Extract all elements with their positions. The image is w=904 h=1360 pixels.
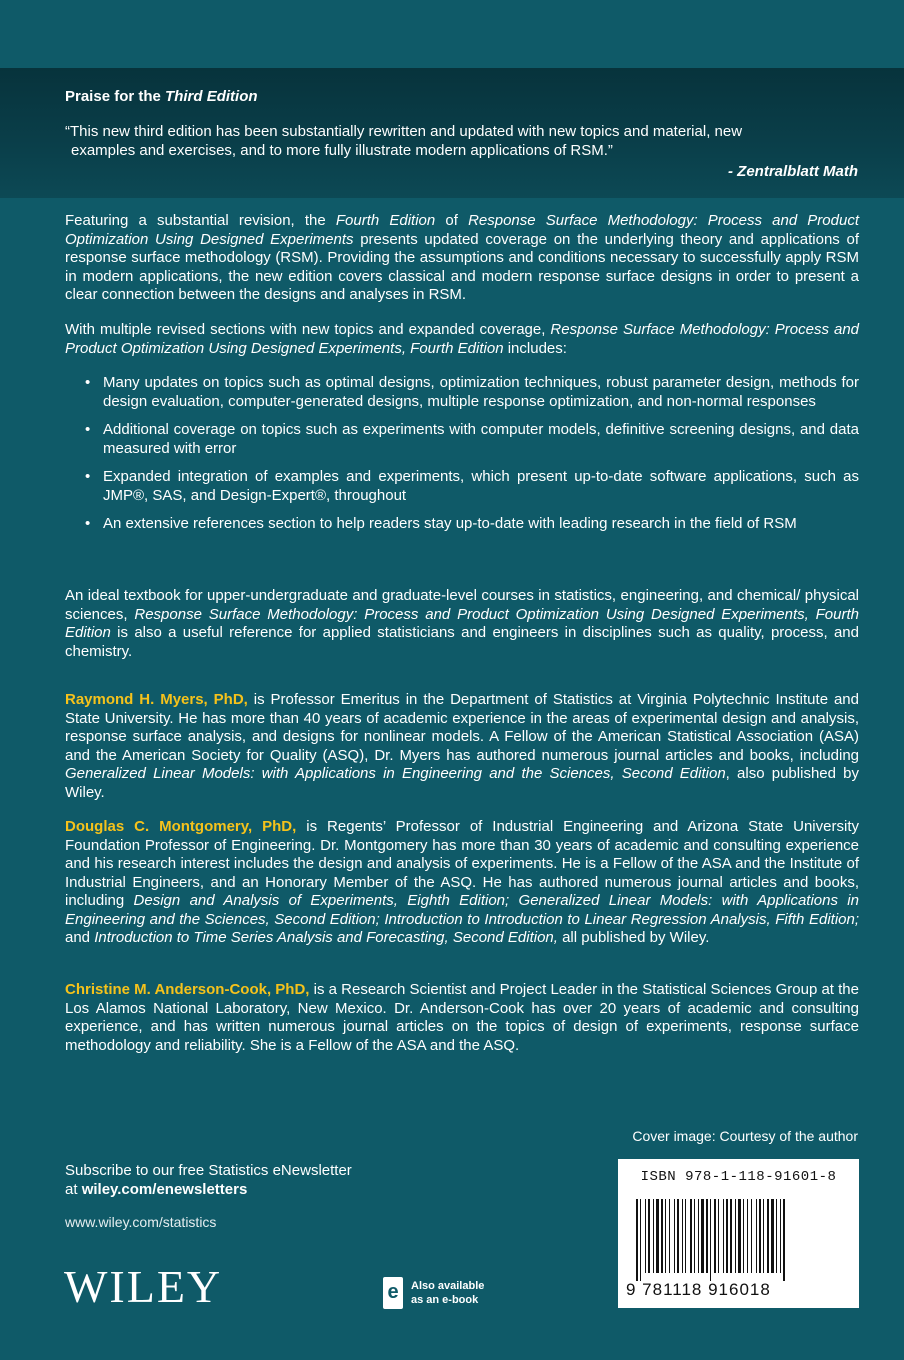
barcode-bar	[743, 1199, 744, 1273]
barcode-bar	[759, 1199, 761, 1273]
feature-list	[65, 374, 859, 544]
barcode-bar	[677, 1199, 679, 1273]
coverage-paragraph: With multiple revised sections with new topics and expanded coverage, Response Surface Methodology: Process and Product Optimization Using Designed Experiments, Fourth Edition includes:	[65, 321, 859, 357]
barcode-bar	[640, 1199, 641, 1281]
barcode-bar	[756, 1199, 757, 1273]
barcode-bar	[751, 1199, 752, 1273]
barcode-bar	[710, 1199, 711, 1281]
barcode-bar	[669, 1199, 670, 1273]
barcode-bar	[656, 1199, 659, 1273]
barcode-bar	[730, 1199, 732, 1273]
barcode-bar	[780, 1199, 781, 1273]
intro-paragraph: Featuring a substantial revision, the Fourth Edition of Response Surface Methodology: Process and Product Optimization Using Designed Experiments presents updated coverage on the underlying theory and applications of response surface methodology (RSM). Providing the assumptions and conditions necessary to successfully apply RSM in modern applications, the new edition covers classical and modern response surface designs in order to present a clear connection between the designs and analyses in RSM.	[65, 212, 860, 303]
barcode-bar	[723, 1199, 724, 1273]
author-bio-anderson-cook: Christine M. Anderson-Cook, PhD, is a Research Scientist and Project Leader in the Statistical Sciences Group at the Los Alamos National Laboratory, New Mexico. Dr. Anderson-Cook has over 20 years of academic and consulting experience, and has written numerous journal articles on the topics of design of experiments, response surface methodology and reliability. She is a Fellow of the ASA and the ASQ.	[65, 981, 859, 1054]
author-name: Douglas C. Montgomery, PhD,	[65, 818, 297, 835]
ebook-label: Also available as an e-book	[411, 1280, 485, 1306]
barcode-bar	[767, 1199, 769, 1273]
ebook-icon: e	[383, 1277, 403, 1309]
barcode-bar	[661, 1199, 663, 1273]
barcode-bar	[735, 1199, 736, 1273]
barcode-bar	[738, 1199, 741, 1273]
author-bio-myers: Raymond H. Myers, PhD, is Professor Emeritus in the Department of Statistics at Virginia Polytechnic Institute and State University. He has more than 40 years of academic experience in the areas of experimental design and analysis, response surface analysis, and designs for nonlinear models. A Fellow of the American Statistical Association (ASA) and the American Society for Quality (ASQ), Dr. Myers has authored numerous journal articles and books, including Generalized Linear Models: with Applications in Engineering and the Sciences, Second Edition, also published by Wiley.	[65, 691, 860, 801]
barcode-bar	[698, 1199, 699, 1273]
author-bio-montgomery: Douglas C. Montgomery, PhD, is Regents’ Professor of Industrial Engineering and Arizona State University Foundation Professor of Engineering. Dr. Montgomery has more than 30 years of academic and consulting experience and his research interest includes the design and analysis of experiments. He is a Fellow of the ASA and the Institute of Industrial Engineers, and an Honorary Member of the ASQ. He has authored numerous journal articles and books, including Design and Analysis of Experiments, Eighth Edition; Generalized Linear Models: with Applications in Engineering and the Sciences, Second Edition; Introduction to Introduction to Linear Regression Analysis, Fifth Edition; and Introduction to Time Series Analysis and Forecasting, Second Edition, all published by Wiley.	[65, 818, 859, 946]
top-band	[0, 0, 904, 68]
barcode-bar	[763, 1199, 764, 1273]
praise-source: - Zentralblatt Math	[728, 163, 858, 180]
barcode-bar	[690, 1199, 692, 1273]
closing-paragraph: An ideal textbook for upper-undergraduate and graduate-level courses in statistics, engineering, and chemical/ physical sciences, Response Surface Methodology: Process and Product Optimization Using Designed Experiments, Fourth Edition is also a useful reference for applied statisticians and engineers in disciplines such as quality, process, and chemistry.	[65, 587, 859, 660]
praise-heading: Praise for the Third Edition	[65, 88, 258, 105]
barcode-digits: 9 781118 916018	[626, 1280, 771, 1299]
barcode-bar	[771, 1199, 774, 1273]
wiley-logo: WILEY	[64, 1261, 223, 1312]
list-item: • Many updates on topics such as optimal designs, optimization techniques, robust parameter design, methods for design evaluation, computer-generated designs, multiple response optimization, and non-normal responses	[85, 374, 859, 410]
list-item: • Additional coverage on topics such as experiments with computer models, definitive screening designs, and data measured with error	[85, 421, 859, 457]
barcode-bar	[706, 1199, 708, 1273]
barcode-bar	[747, 1199, 748, 1273]
barcode-bar	[694, 1199, 695, 1273]
author-name: Raymond H. Myers, PhD,	[65, 691, 248, 708]
barcode-bar	[685, 1199, 686, 1273]
ebook-badge	[383, 1277, 523, 1311]
barcode-bar	[718, 1199, 719, 1273]
barcode-bar	[636, 1199, 638, 1281]
barcode-bar	[645, 1199, 646, 1273]
list-item: • An extensive references section to help readers stay up-to-date with leading research in the field of RSM	[85, 515, 797, 532]
barcode-bar	[648, 1199, 650, 1273]
newsletter-subscribe: Subscribe to our free Statistics eNewsletter at wiley.com/enewsletters	[65, 1162, 352, 1198]
barcode-bar	[783, 1199, 785, 1281]
isbn-text: ISBN 978-1-118-91601-8	[640, 1169, 837, 1185]
website-link[interactable]: www.wiley.com/statistics	[65, 1214, 217, 1230]
barcode-bar	[701, 1199, 704, 1273]
newsletter-link[interactable]: wiley.com/enewsletters	[81, 1180, 248, 1198]
author-name: Christine M. Anderson-Cook, PhD,	[65, 981, 310, 998]
barcode-bar	[776, 1199, 777, 1273]
list-item: • Expanded integration of examples and experiments, which present up-to-date software applications, such as JMP®, SAS, and Design-Expert®, throughout	[85, 468, 859, 504]
barcode-bar	[665, 1199, 666, 1273]
barcode-bar	[682, 1199, 683, 1273]
barcode-box	[618, 1159, 859, 1308]
barcode-bar	[653, 1199, 654, 1273]
barcode-bar	[674, 1199, 675, 1273]
praise-quote: “This new third edition has been substantially rewritten and updated with new topics and material, new examples and exercises, and to more fully illustrate modern applications of RSM.”	[65, 123, 743, 159]
barcode-bar	[726, 1199, 728, 1273]
barcode-icon	[634, 1199, 844, 1281]
cover-credit: Cover image: Courtesy of the author	[632, 1128, 858, 1144]
barcode-bar	[714, 1199, 716, 1273]
